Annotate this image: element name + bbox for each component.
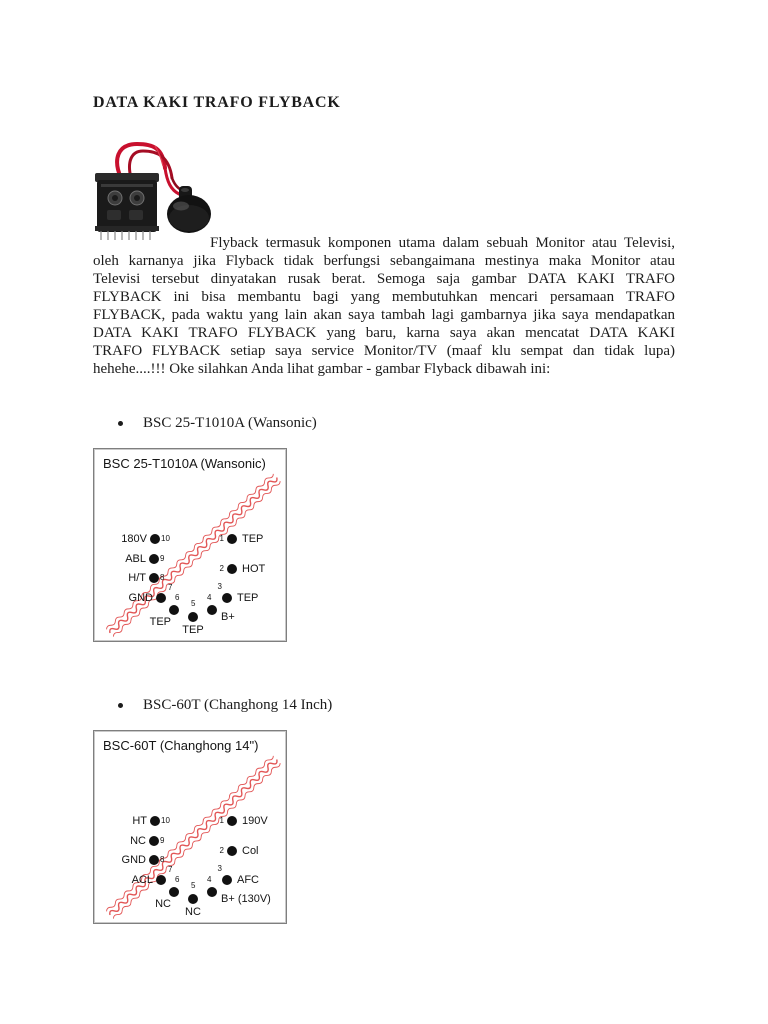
pin-number: 10 <box>161 816 170 825</box>
pin-label: TEP <box>242 533 264 545</box>
intro-line: oleh karnanya jika Flyback tidak berfungsi sebangaimana mestinya maka Monitor atau <box>93 253 675 269</box>
pin-dot <box>227 816 237 826</box>
diagram-title: BSC 25-T1010A (Wansonic) <box>103 456 266 471</box>
intro-paragraph <box>93 234 675 378</box>
pin-number: 4 <box>207 875 212 884</box>
pin-dot <box>169 887 179 897</box>
pin-label: TEP <box>182 624 204 636</box>
pin-dot <box>150 816 160 826</box>
pin-label: 190V <box>242 815 268 827</box>
pin-number: 5 <box>191 599 196 608</box>
pin-label: HT <box>132 815 147 827</box>
intro-line: Televisi tersebut dinyatakan rusak berat. Semoga saja gambar DATA KAKI TRAFO <box>93 271 675 287</box>
pin-label: 180V <box>121 533 147 545</box>
pin-label: NC <box>130 835 146 847</box>
pin-label: TEP <box>237 592 259 604</box>
pin-dot <box>207 605 217 615</box>
bullet-text: BSC 25-T1010A (Wansonic) <box>143 415 317 431</box>
pin-dot <box>149 836 159 846</box>
pin-number: 1 <box>219 534 224 543</box>
bullet-text: BSC-60T (Changhong 14 Inch) <box>143 697 333 713</box>
pin-label: TEP <box>149 616 171 628</box>
pin-label: GND <box>121 854 146 866</box>
pin-number: 1 <box>219 816 224 825</box>
intro-line: FLYBACK, pada waktu yang lain akan saya tambah lagi gambarnya jika saya mendapatkan <box>93 307 675 323</box>
pin-dot <box>156 593 166 603</box>
pin-number: 10 <box>161 534 170 543</box>
pin-dot <box>169 605 179 615</box>
pin-dot <box>222 593 232 603</box>
flyback-body <box>95 173 159 240</box>
pinout-diagram-bsc25 <box>93 448 287 642</box>
pin-number: 3 <box>217 582 222 591</box>
document-title: DATA KAKI TRAFO FLYBACK <box>93 94 341 111</box>
pin-layout <box>94 731 286 923</box>
pin-label: H/T <box>128 572 146 584</box>
pin-dot <box>188 894 198 904</box>
pin-dot <box>227 564 237 574</box>
pin-label: NC <box>155 898 171 910</box>
anode-cap <box>167 186 211 233</box>
pin-dot <box>222 875 232 885</box>
diagram-title: BSC-60T (Changhong 14") <box>103 738 259 753</box>
pin-number: 8 <box>160 573 165 582</box>
flyback-transformer-photo <box>93 138 213 242</box>
pin-label: HOT <box>242 563 266 575</box>
pin-number: 2 <box>219 564 224 573</box>
pin-label: ABL <box>125 553 146 565</box>
pin-dot <box>227 846 237 856</box>
intro-line: Flyback termasuk komponen utama dalam sebuah Monitor atau Televisi, <box>210 235 675 251</box>
pin-layout <box>94 449 286 641</box>
pin-dot <box>188 612 198 622</box>
bullet-marker <box>118 703 123 708</box>
pin-number: 9 <box>160 554 165 563</box>
pin-label: B+ <box>221 611 235 623</box>
pin-number: 8 <box>160 855 165 864</box>
intro-line: DATA KAKI TRAFO FLYBACK yang baru, karna saya akan mencatat DATA KAKI <box>93 325 675 341</box>
pin-number: 9 <box>160 836 165 845</box>
pin-dot <box>149 554 159 564</box>
pin-number: 6 <box>175 593 180 602</box>
pin-dot <box>149 855 159 865</box>
pin-dot <box>227 534 237 544</box>
pin-dot <box>156 875 166 885</box>
intro-line: hehehe....!!! Oke silahkan Anda lihat gambar - gambar Flyback dibawah ini: <box>93 361 551 377</box>
bullet-item-bsc60t <box>93 696 493 714</box>
intro-line: TRAFO FLYBACK setiap saya service Monitor/TV (maaf klu sempat dan tidak lupa) <box>93 343 675 359</box>
pin-number: 7 <box>168 583 173 592</box>
pin-label: Col <box>242 845 259 857</box>
bullet-item-bsc25 <box>93 414 493 432</box>
bullet-marker <box>118 421 123 426</box>
pin-label: NC <box>185 906 201 918</box>
pin-dot <box>207 887 217 897</box>
pin-label: AFC <box>237 874 259 886</box>
pin-number: 4 <box>207 593 212 602</box>
pin-label: ACL <box>131 874 153 886</box>
pin-number: 2 <box>219 846 224 855</box>
pin-label: B+ (130V) <box>221 893 271 905</box>
pin-label: GND <box>128 592 153 604</box>
intro-line: FLYBACK ini bisa membantu bagi yang membutuhkan mencari persamaan TRAFO <box>93 289 675 305</box>
pin-dot <box>149 573 159 583</box>
pin-dot <box>150 534 160 544</box>
pin-number: 5 <box>191 881 196 890</box>
pin-number: 3 <box>217 864 222 873</box>
pin-number: 6 <box>175 875 180 884</box>
pinout-diagram-bsc60t <box>93 730 287 924</box>
pin-number: 7 <box>168 865 173 874</box>
